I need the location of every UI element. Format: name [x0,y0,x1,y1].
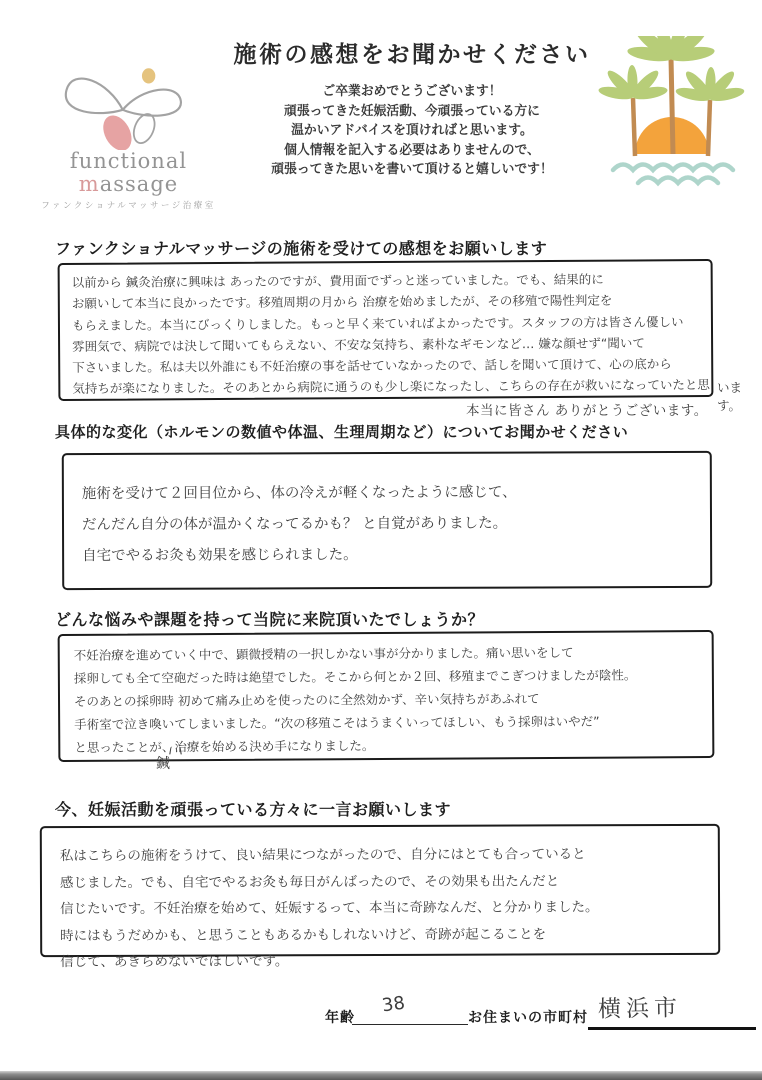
answer-box-impressions [58,259,714,401]
palm-island-illustration [583,36,760,188]
handwritten-line: と思ったことが、治療を始める決め手になりました。 [74,738,375,755]
handwritten-line: 時にはもうだめかも、と思うこともあるかもしれないけど、奇跡が起こることを [60,925,547,944]
intro-line: 個人情報を記入する必要はありませんので、 [284,142,540,158]
age-underline [352,1006,468,1025]
answer-box-message [40,824,720,971]
handwritten-line: 不妊治療を進めていく中で、顕微授精の一択しかない事が分かりました。痛い思いをして [73,644,574,663]
section-4-heading: 今、妊娠活動を頑張っている方々に一言お願いします [55,800,452,819]
scan-edge-bar [0,1071,762,1080]
page-title: 施術の感想をお聞かせください [233,42,591,68]
section-1-heading: ファンクショナルマッサージの施術を受けての感想をお願いします [55,239,548,258]
intro-line: 頑張ってきた妊娠活動、今頑張っている方に [284,103,540,119]
city-value: 横浜市 [597,995,683,1023]
city-label: お住まいの市町村 [468,1010,588,1026]
clinic-logo [26,58,231,211]
age-label: 年齢 [325,1010,355,1026]
answer-box-changes [62,451,712,590]
handwritten-line: 感じました。でも、自宅でやるお灸も毎日がんばったので、その効果も出たんだと [59,872,560,891]
handwritten-line: 雰囲気で、病院では決して聞いてもらえない、不安な気持ち、素朴なギモンなど… 嫌な顔せず“聞いて [72,335,645,354]
brand-subtitle: ファンクショナルマッサージ治療室 [41,201,216,212]
handwritten-line: 私はこちらの施術をうけて、良い結果につながったので、自分にはとても合っていると [59,846,586,865]
section-2-heading: 具体的な変化（ホルモンの数値や体温、生理周期など）についてお聞かせください [55,423,629,441]
handwritten-overflow: います。 [717,380,743,413]
handwritten-line: だんだん自分の体が温かくなってるかも？ と自覚がありました。 [81,515,508,534]
handwritten-insertion: 鍼 [156,756,170,772]
handwritten-line: 手術室で泣き喚いてしまいました。“次の移殖こそはうまくいってほしい、もう採卵はいやだ” [74,713,600,732]
handwritten-line: 下さいました。私は夫以外誰にも不妊治療の事を話せていなかったので、話しを聞いて頂けて、心の底から [72,356,672,376]
handwritten-line: 信じて、あきらめないでほしいです。 [60,953,289,971]
handwritten-line: もらえました。本当にびっくりしました。もっと早く来ていればよかったです。スタッフの方は皆さん優しい [71,313,684,333]
answer-box-concerns [58,630,715,762]
handwritten-line: 採卵しても全て空砲だった時は絶望でした。そこから何とか２回、移殖までこぎつけましたが陰性。 [73,667,637,686]
intro-line: 頑張ってきた思いを書いて頂けると嬉しいです！ [271,162,553,177]
intro-line: ご卒業おめでとうございます！ [322,84,502,99]
age-value: 38 [380,992,407,1017]
handwritten-line: 気持ちが楽になりました。そのあとから病院に通うのも少し楽になったし、こちらの存在が救いになっていたと思 [72,377,710,397]
handwritten-line: 以前から 鍼灸治療に興味は あったのですが、費用面でずっと迷っていました。でも、結果的に [71,271,604,290]
intro-line: 温かいアドバイスを頂ければと思います。 [291,123,533,138]
handwritten-line: そのあとの採卵時 初めて痛み止めを使ったのに全然効かず、辛い気持ちがあふれて [73,691,540,709]
handwritten-line: お願いして本当に良かったです。移殖周期の月から 治療を始めましたが、その移殖で陽性判定を [71,292,613,312]
handwritten-line: 自宅でやるお灸も効果を感じられました。 [82,547,358,565]
handwritten-line: 信じたいです。不妊治療を始めて、妊娠するって、本当に奇跡なんだ、と分かりました。 [60,899,599,918]
butterfly-logo-icon [44,58,214,150]
handwritten-postscript: 本当に皆さん ありがとうございます。 [466,403,708,419]
intro-text [222,82,602,180]
handwritten-line: 施術を受けて２回目位から、体の冷えが軽くなったように感じて、 [81,484,517,503]
insertion-caret-icon [169,747,182,755]
section-3-heading: どんな悩みや課題を持って当院に来院頂いたでしょうか？ [55,610,485,629]
brand-name: functional massage [69,149,188,197]
